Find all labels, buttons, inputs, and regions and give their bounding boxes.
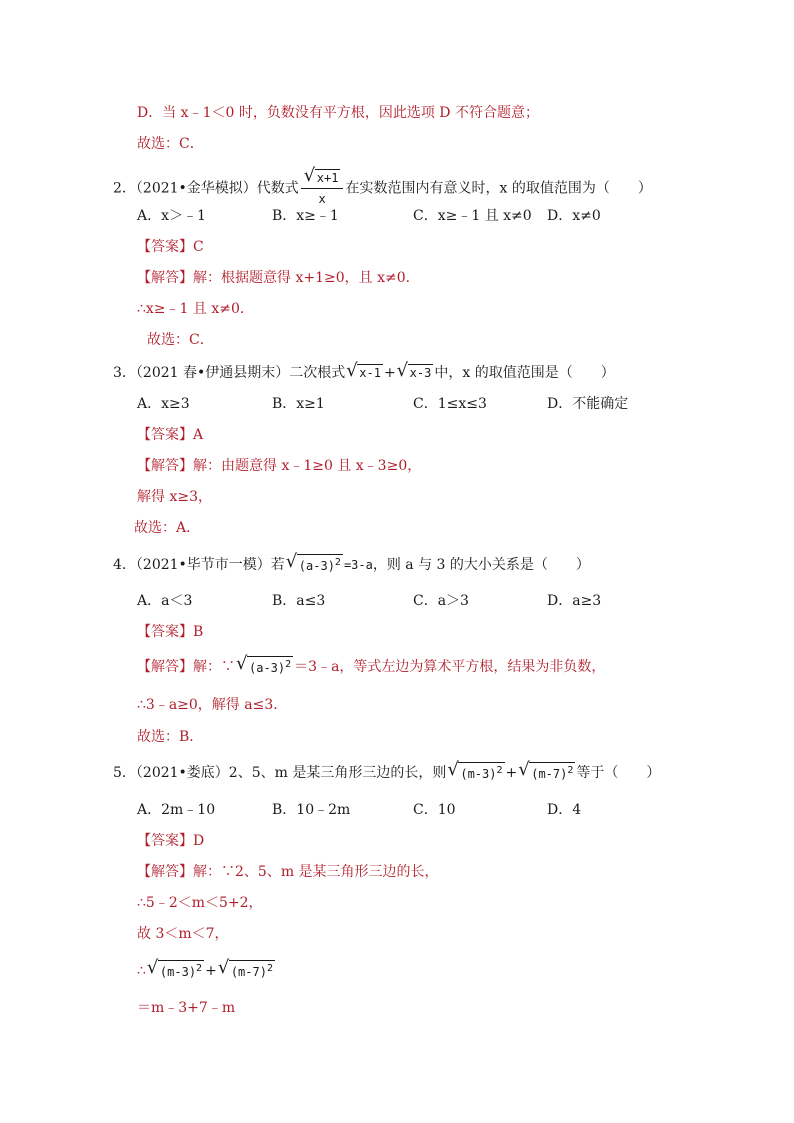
q3-option-c: C．1≤x≤3 [413, 396, 487, 412]
question-2-lead: 2．（2021•金华模拟）代数式 [113, 180, 299, 197]
q4-option-d: D．a≥3 [547, 593, 602, 609]
q5-solution-2: ∴5﹣2＜m＜5+2， [137, 895, 263, 911]
q2-option-c: C．x≥﹣1 且 x≠0 [413, 208, 532, 224]
question-4: 4．（2021•毕节市一模）若 √ $(a-3)^2 =3-a$，则 a 与 3 的大小关系是（ ） [113, 554, 590, 576]
q2-option-b: B．x≥﹣1 [272, 208, 339, 224]
q5-option-a: A．2m﹣10 [137, 802, 216, 818]
q2-solution-2: ∴x≥﹣1 且 x≠0． [137, 301, 254, 317]
question-2-tail: 在实数范围内有意义时，x 的取值范围为（ ） [345, 180, 652, 197]
fraction-expression: √ x+1 x [301, 168, 344, 209]
q4-answer: 【答案】B [137, 624, 204, 640]
sqrt-sign: √ x+1 [303, 165, 339, 186]
q4-option-b: B．a≤3 [272, 593, 326, 609]
q3-solution-2: 解得 x≥3， [137, 489, 212, 505]
q5-answer: 【答案】D [137, 833, 205, 849]
sqrt-sign: √ x-3 [396, 360, 432, 381]
sqrt-sign: √ $(m-3)^2$ [146, 957, 203, 979]
q4-solution-2: ∴3﹣a≥0，解得 a≤3． [137, 697, 288, 713]
q5-solution-1: 【解答】解：∵2、5、m 是某三角形三边的长， [137, 864, 439, 880]
choose-line: 故选：C． [137, 136, 204, 152]
q2-solution-1: 【解答】解：根据题意得 x+1≥0，且 x≠0． [137, 270, 420, 286]
sqrt-sign: √ $(m-7)^2$ [518, 759, 574, 781]
q4-option-a: A．a＜3 [137, 593, 193, 609]
q4-solution-1: 【解答】解：∵ √ $(a-3)^2$ ＝3﹣a，等式左边为算术平方根，结果为非负数， [137, 656, 605, 678]
q2-option-a: A．x＞﹣1 [137, 208, 206, 224]
q5-solution-4: ∴ √ $(m-3)^2$ + √ $(m-7)^2$ [137, 960, 276, 982]
q5-solution-3: 故 3＜m＜7， [137, 926, 229, 942]
q5-option-c: C．10 [413, 802, 456, 818]
sqrt-sign: √ x-1 [346, 360, 381, 381]
sqrt-sign: √ $(m-7)^2$ [217, 957, 273, 979]
q5-solution-5: ＝m﹣3+7﹣m [137, 1000, 236, 1016]
q3-option-a: A．x≥3 [137, 396, 190, 412]
q3-choose: 故选：A． [134, 520, 201, 536]
q3-solution-1: 【解答】解：由题意得 x﹣1≥0 且 x﹣3≥0， [137, 458, 422, 474]
q5-option-d: D．4 [547, 802, 582, 818]
sqrt-sign: √ $(m-3)^2$ [447, 759, 503, 781]
q3-option-d: D．不能确定 [547, 396, 629, 412]
question-5: 5．（2021•娄底）2、5、m 是某三角形三边的长，则 √ $(m-3)^2$ + √ $(m-7)^2$ 等于（ ） [113, 762, 660, 784]
q3-answer: 【答案】A [137, 427, 204, 443]
q2-answer: 【答案】C [137, 239, 204, 255]
option-d-explanation: D．当 x﹣1＜0 时，负数没有平方根，因此选项 D 不符合题意； [137, 105, 539, 121]
question-2 [113, 165, 652, 209]
q2-choose: 故选：C． [147, 332, 214, 348]
q4-choose: 故选：B． [137, 729, 204, 745]
q5-option-b: B．10﹣2m [272, 802, 351, 818]
q2-option-d: D．x≠0 [547, 208, 601, 224]
q4-option-c: C．a＞3 [413, 593, 469, 609]
question-3: 3．（2021 春•伊通县期末）二次根式 √ x-1 + √ x-3 中，x 的取值范围是（ ） [113, 360, 615, 381]
q3-option-b: B．x≥1 [272, 396, 325, 412]
sqrt-sign: √ $(a-3)^2$ [236, 653, 292, 675]
sqrt-sign: √ $(a-3)^2$ [285, 551, 341, 573]
